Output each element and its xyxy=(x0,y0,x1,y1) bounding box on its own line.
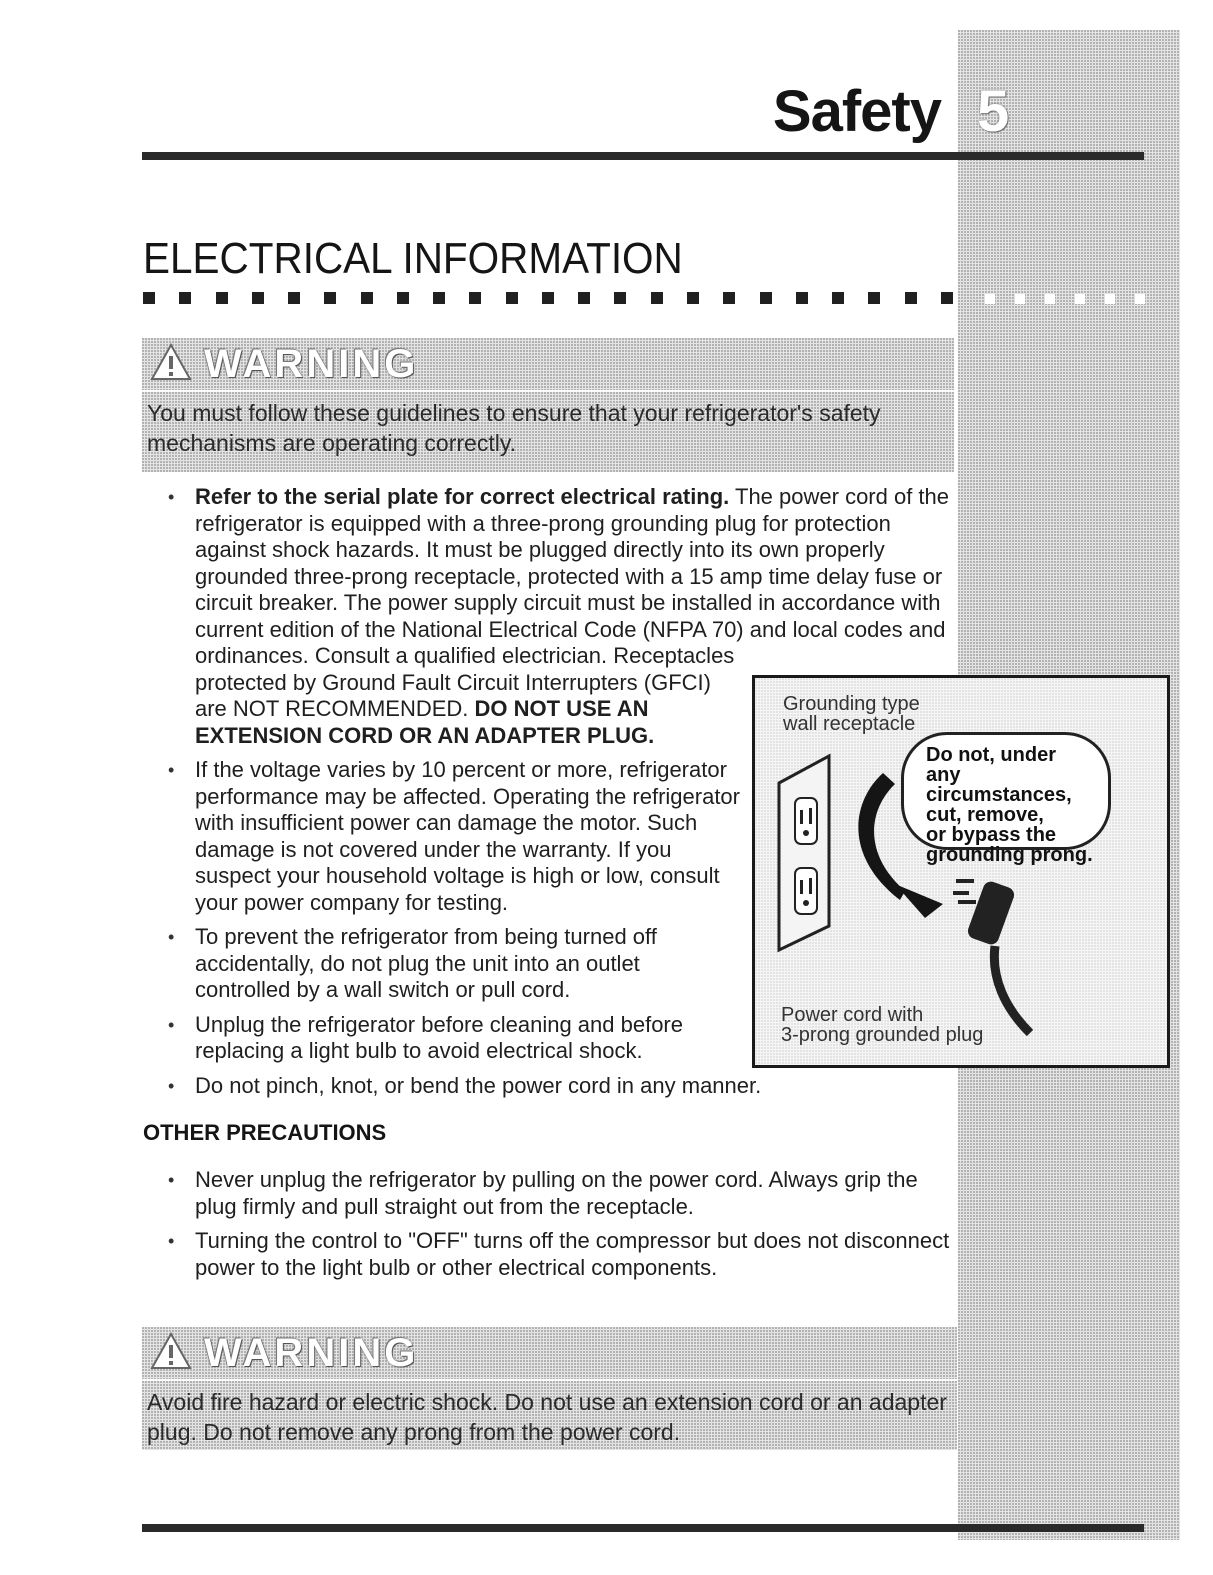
list-item: • Unplug the refrigerator before cleaning and before replacing a light bulb to avoid electrical shock. xyxy=(150,1012,740,1065)
warning-title: WARNING xyxy=(204,1330,419,1375)
other-precautions xyxy=(150,1167,950,1289)
warning-callout: Do not, under any circumstances, cut, remove, or bypass the grounding prong. xyxy=(901,732,1111,850)
warning-text: Avoid fire hazard or electric shock. Do not use an extension cord or an adapter plug. Do not remove any prong from the power cord. xyxy=(147,1389,947,1445)
warning-box-fire xyxy=(142,1327,957,1450)
warning-header xyxy=(142,338,954,390)
bullet-text: The power cord of the refrigerator is equipped with a three-prong grounding plug for protection against shock hazards. It must be plugged directly into its own properly grounded three-prong receptacle, protected with a 15 amp time delay fuse or circuit breaker. The power supply circuit must be installed in accordance with current edition of the National Electrical Code (NFPA 70) and local codes and ordinances. Consult a qualified electrician. Receptacles xyxy=(195,484,950,668)
page-title: Safety xyxy=(772,79,941,144)
list-item: • Turning the control to "OFF" turns off the compressor but does not disconnect power to the light bulb or other electrical components. xyxy=(150,1228,950,1281)
list-item: • To prevent the refrigerator from being turned off accidentally, do not plug the unit into an outlet controlled by a wall switch or pull cord. xyxy=(150,924,740,1004)
page-number: 5 xyxy=(977,79,1010,144)
other-precautions-title: OTHER PRECAUTIONS xyxy=(143,1120,387,1145)
warning-triangle-icon xyxy=(150,1332,192,1375)
bullet-emphasis: DO NOT USE AN EXTENSION CORD OR AN ADAPTER PLUG. xyxy=(195,696,655,748)
dotted-divider-tab xyxy=(985,294,1145,304)
list-item: • If the voltage varies by 10 percent or more, refrigerator performance may be affected. Operating the refrigerator with insufficient power can damage the motor. Such damage is not covered under the warranty. If you suspect your household voltage is high or low, consult your power company for testing. xyxy=(150,757,740,916)
warning-title: WARNING xyxy=(204,341,419,386)
section-title: ELECTRICAL INFORMATION xyxy=(143,234,683,283)
receptacle-label: Grounding type wall receptacle xyxy=(783,693,920,735)
bullet-text: protected by Ground Fault Circuit Interrupters (GFCI) are NOT RECOMMENDED. xyxy=(195,669,711,721)
footer-rule xyxy=(142,1524,1144,1532)
warning-header xyxy=(142,1327,957,1379)
header-rule xyxy=(142,152,1144,160)
list-item: • Do not pinch, knot, or bend the power cord in any manner. xyxy=(150,1073,950,1100)
list-item: • Never unplug the refrigerator by pulling on the power cord. Always grip the plug firmly and pull straight out from the receptacle. xyxy=(150,1167,950,1220)
plug-diagram xyxy=(752,675,1170,1068)
warning-triangle-icon xyxy=(150,343,192,386)
bullet-lead: Refer to the serial plate for correct electrical rating. xyxy=(195,484,730,509)
dotted-divider xyxy=(143,292,953,306)
plug-label: Power cord with 3-prong grounded plug xyxy=(781,1004,984,1046)
warning-box xyxy=(142,338,954,472)
wall-receptacle-icon xyxy=(779,756,829,950)
warning-text: You must follow these guidelines to ensure that your refrigerator's safety mechanisms are operating correctly. xyxy=(147,400,881,456)
